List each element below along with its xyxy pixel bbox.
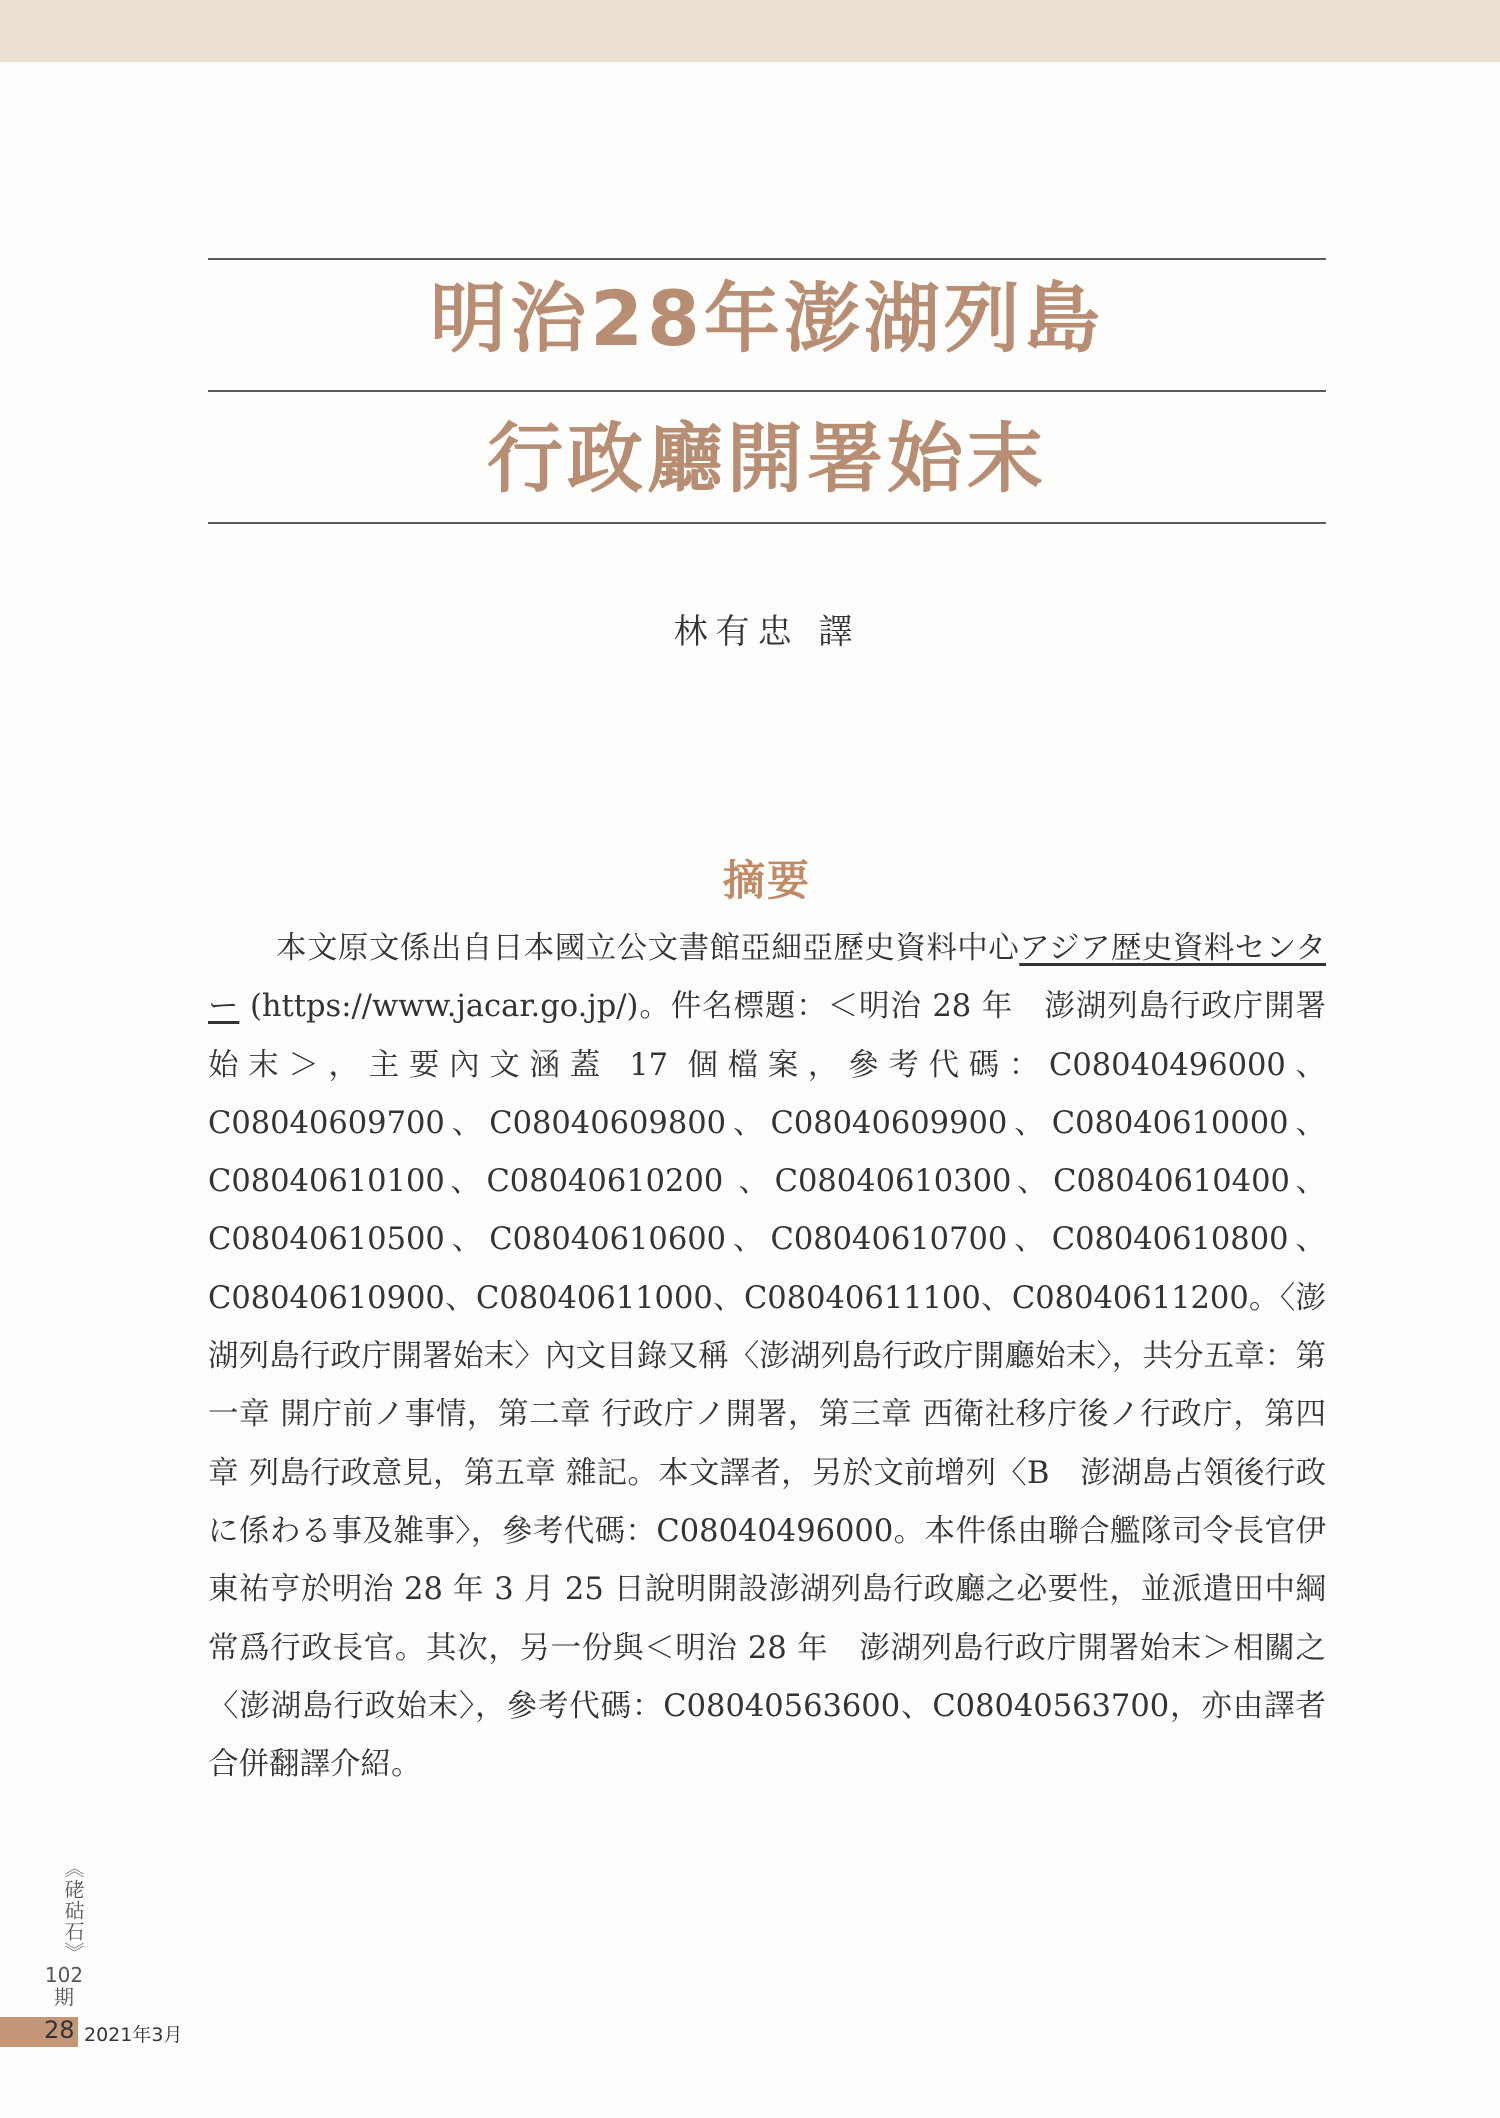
abstract-heading: 摘要 [722,856,811,905]
journal-name: 《硓𥑮石》 [61,1858,85,1963]
abstract-paragraph [208,920,1326,1794]
top-color-band [0,0,1500,62]
publication-date: 2021年3月 [84,2024,183,2046]
jacar-link[interactable]: アジア歴史資料センター [208,931,1327,1025]
issue-number: 102 [44,1963,84,1987]
abstract-text-rest: (https://www.jacar.go.jp/)。件名標題：＜明治 28 年 澎湖列島行政庁開署始末＞，主要內文涵蓋 17 個檔案，參考代碼：C08040496000、C08040609700、C08040609800、C08040609900、C08040610000、C08040610100、C08040610200 、C08040610300、C08040610400、C08040610500、C08040610600、C08040610700、C08040610800、C08040610900、C08040611000、C08040611100、C08040611200。〈澎湖列島行政庁開署始末〉內文目錄又稱〈澎湖列島行政庁開廳始末〉，共分五章：第一章 開庁前ノ事情，第二章 行政庁ノ開署，第三章 西衛社移庁後ノ行政庁，第四章 列島行政意見，第五章 雜記。本文譯者，另於文前增列〈B 澎湖島占領後行政に係わる事及雑事〉，參考代碼：C08040496000。本件係由聯合艦隊司令長官伊東祐亨於明治 28 年 3 月 25 日說明開設澎湖列島行政廳之必要性，並派遣田中綱常爲行政長官。其次，另一份與＜明治 28 年 澎湖列島行政庁開署始末＞相關之〈澎湖島行政始末〉，參考代碼：C08040563600、C08040563700，亦由譯者合併翻譯介紹。 [208,989,1327,1783]
article-title-line1: 明治28年澎湖列島 [430,274,1104,363]
article-title-line2: 行政廳開署始末 [487,414,1047,503]
title-rule-bottom [208,522,1326,524]
title-rule-middle [208,390,1326,392]
page-number: 28 [44,2016,75,2044]
author-byline: 林有忠 譯 [673,612,861,652]
issue-unit: 期 [54,1985,74,2009]
abstract-text-start: 本文原文係出自日本國立公文書館亞細亞歷史資料中心 [276,931,1020,966]
title-rule-top [208,258,1326,260]
journal-issue [44,1964,84,2008]
